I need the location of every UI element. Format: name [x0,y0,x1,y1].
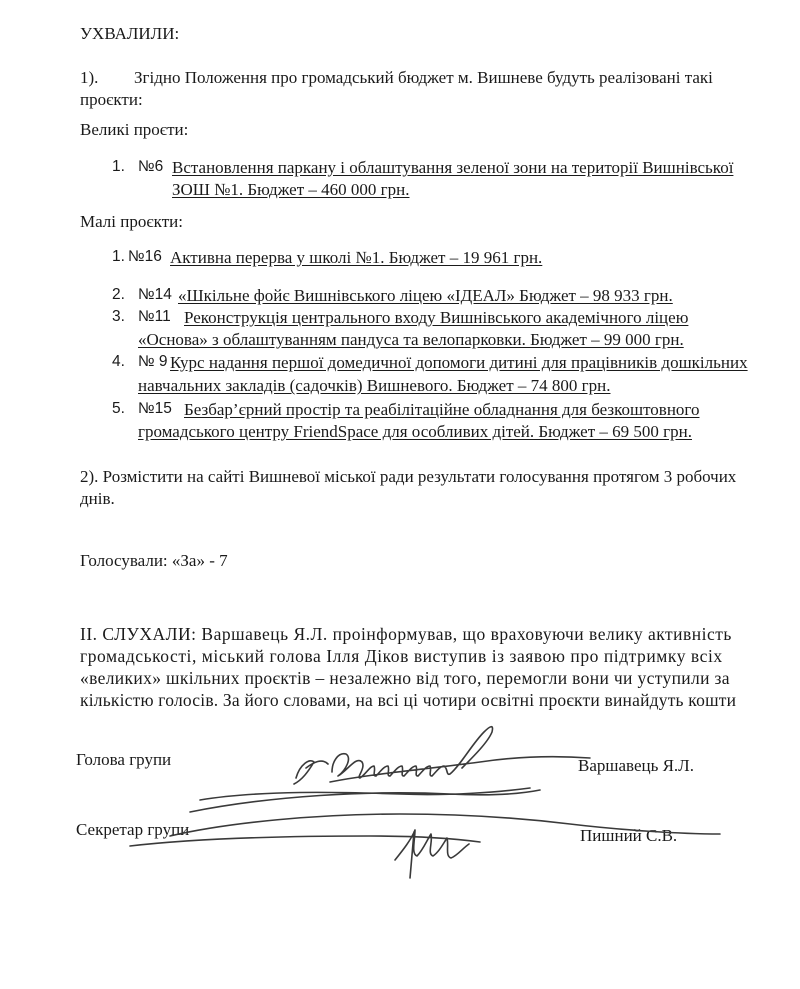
decision-1-number: 1). [80,68,99,87]
decision-2-line-1 [80,467,772,487]
small-project-line-1 [184,308,772,328]
small-project-number: № 9 [138,353,168,370]
small-project-number: №14 [138,286,172,303]
small-project-index: 5. [112,400,125,417]
section-2-line-1: II. СЛУХАЛИ: Варшавець Я.Л. проінформував, що враховуючи велику активність [80,624,732,644]
chair-name: Варшавець Я.Л. [578,756,694,775]
decision-1-line-1 [134,68,772,88]
small-project-index: 4. [112,353,125,370]
section-2-line-4: кількістю голосів. За його словами, на всі ці чотири освітні проєкти винайдуть кошти [80,690,737,710]
small-project-line-2: «Основа» з облаштуванням пандуса та велопарковки. Бюджет – 99 000 грн. [138,330,684,349]
section-2-line-3: «великих» шкільних проєктів – незалежно від того, перемогли вони чи уступили за [80,668,730,688]
section-2-line-2: громадськості, міський голова Ілля Діков виступив із заявою про підтримку всіх [80,646,723,666]
small-project-number: №11 [138,308,171,325]
small-project-line-2: громадського центру FriendSpace для особливих дітей. Бюджет – 69 500 грн. [138,422,692,441]
vote-result: Голосували: «За» - 7 [80,551,228,570]
small-project-number: №16 [128,248,162,265]
large-projects-label: Великі проєти: [80,120,189,139]
resolution-heading: УХВАЛИЛИ: [80,24,180,43]
small-projects-label: Малі проєкти: [80,212,183,231]
small-project-line-1: Активна перерва у школі №1. Бюджет – 19 961 грн. [170,248,543,267]
small-project-text: Реконструкція центрального входу Вишнівського академічного ліцею [184,308,689,327]
small-project-index: 2. [112,286,125,303]
secretary-name: Пишний С.В. [580,826,678,845]
small-project-line-1 [184,400,772,420]
small-project-text: Безбар’єрний простір та реабілітаційне обладнання для безкоштовного [184,400,700,419]
secretary-signature [130,814,720,878]
large-project-index: 1. [112,158,125,175]
large-project-number: №6 [138,158,164,175]
decision-2-line-2: днів. [80,489,115,508]
chair-label: Голова групи [76,750,172,769]
decision-1-line-2: проєкти: [80,90,143,109]
chair-signature [294,727,590,784]
small-project-index: 1. [112,248,125,265]
small-project-number: №15 [138,400,172,417]
decision-1-text: Згідно Положення про громадський бюджет м. Вишневе будуть реалізовані такі [134,68,713,87]
small-project-index: 3. [112,308,125,325]
large-project-line-1: Встановлення паркану і облаштування зеленої зони на території Вишнівської [172,158,734,177]
small-project-line-1: Курс надання першої домедичної допомоги дитині для працівників дошкільних [170,353,748,372]
large-project-line-2: ЗОШ №1. Бюджет – 460 000 грн. [172,180,410,199]
decision-2-text: 2). Розмістити на сайті Вишневої міської ради результати голосування протягом 3 робочих [80,467,737,486]
small-project-line-1: «Шкільне фойє Вишнівського ліцею «ІДЕАЛ» Бюджет – 98 933 грн. [178,286,673,305]
secretary-label: Секретар групи [76,820,190,839]
small-project-line-2: навчальних закладів (садочків) Вишневого. Бюджет – 74 800 грн. [138,376,611,395]
